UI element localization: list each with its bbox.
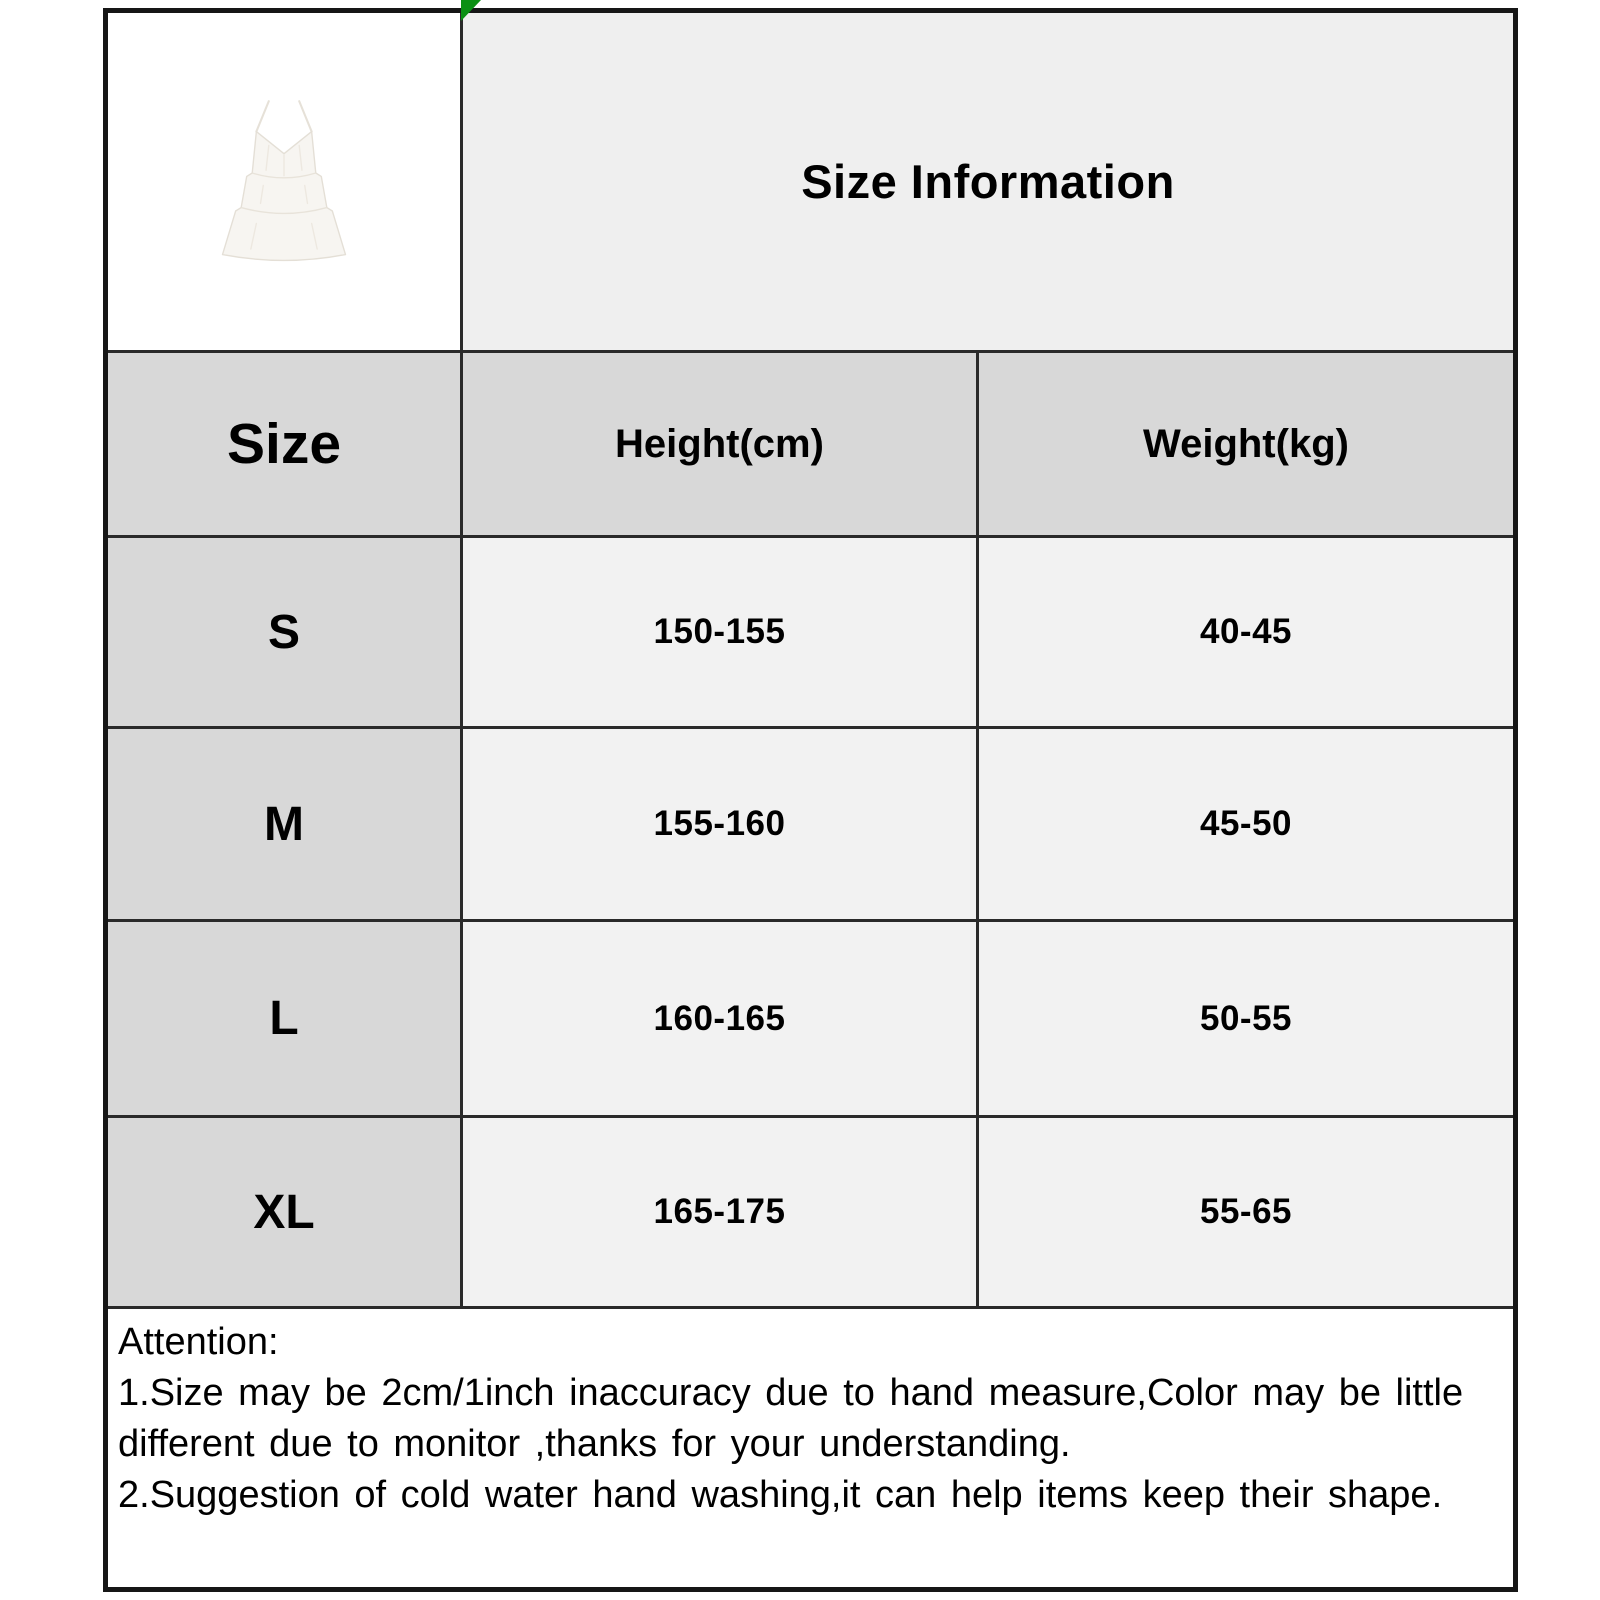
weight-value-m: 45-50 xyxy=(979,729,1513,919)
attention-section xyxy=(108,1309,1513,1587)
green-corner-marker-icon xyxy=(461,0,481,21)
dress-image xyxy=(208,55,360,309)
height-value-xl: 165-175 xyxy=(463,1118,976,1306)
row-label-l: L xyxy=(108,922,460,1115)
size-table xyxy=(103,8,1518,1592)
height-value-s: 150-155 xyxy=(463,538,976,726)
weight-value-xl: 55-65 xyxy=(979,1118,1513,1306)
attention-note-2: 2.Suggestion of cold water hand washing,it can help items keep their shape. xyxy=(118,1473,1443,1516)
attention-label: Attention: xyxy=(118,1321,279,1363)
title-cell xyxy=(463,13,1513,350)
row-label-m: M xyxy=(108,729,460,919)
page-title: Size Information xyxy=(801,155,1175,208)
row-label-xl: XL xyxy=(108,1118,460,1306)
attention-note-1: 1.Size may be 2cm/1inch inaccuracy due to hand measure,Color may be little different due to monitor ,thanks for your understanding. xyxy=(118,1371,1464,1465)
column-header-size: Size xyxy=(108,353,460,535)
column-header-height: Height(cm) xyxy=(463,353,976,535)
weight-value-s: 40-45 xyxy=(979,538,1513,726)
row-label-s: S xyxy=(108,538,460,726)
height-value-m: 155-160 xyxy=(463,729,976,919)
height-value-l: 160-165 xyxy=(463,922,976,1115)
column-header-weight: Weight(kg) xyxy=(979,353,1513,535)
weight-value-l: 50-55 xyxy=(979,922,1513,1115)
product-image-cell xyxy=(108,13,460,350)
